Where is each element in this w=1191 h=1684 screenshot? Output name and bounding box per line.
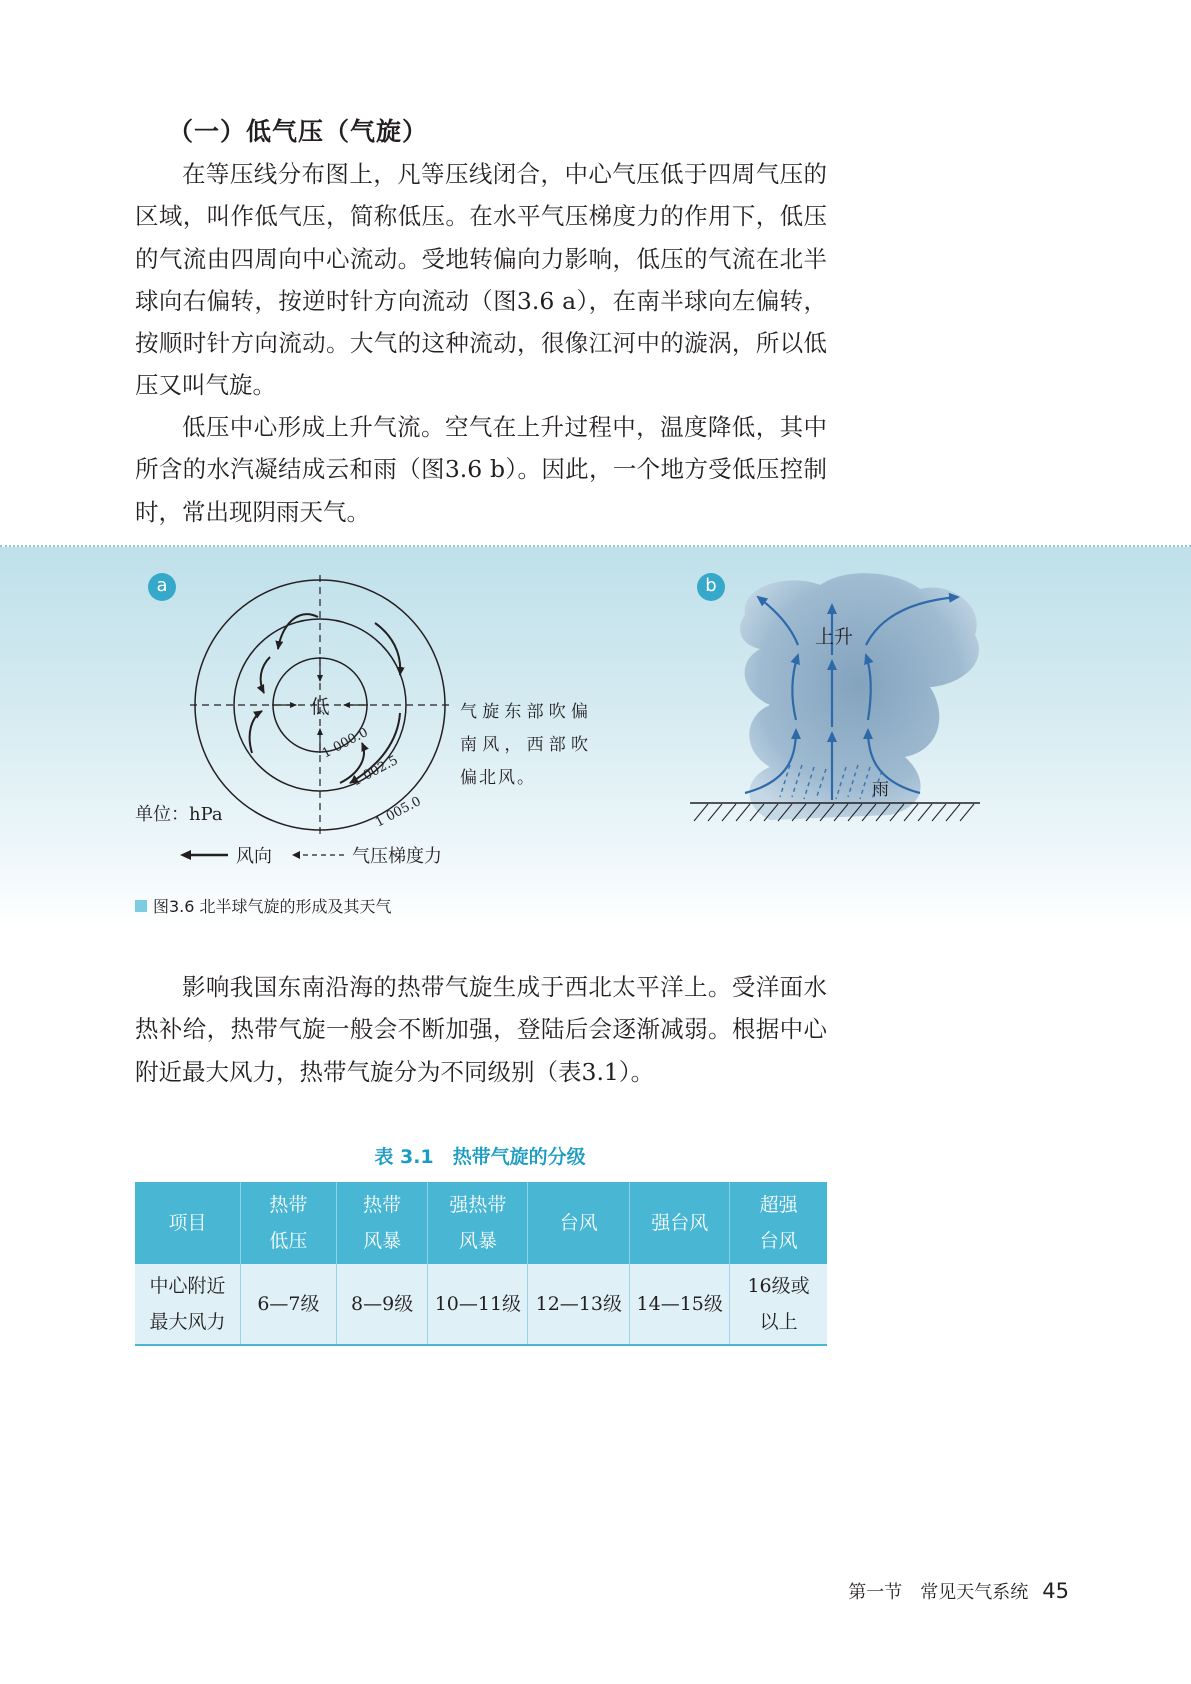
- header-sts: 强热带 风暴: [428, 1182, 528, 1264]
- chapter-label: 第一节 常见天气系统: [848, 1582, 1029, 1603]
- isobar-label-1005: 1 005.0: [372, 793, 424, 831]
- header-ty: 台风: [528, 1182, 630, 1264]
- figure-caption: [135, 894, 392, 917]
- gradient-arrow-icon: [292, 849, 346, 861]
- header-super-ty: 超强 台风: [730, 1182, 827, 1264]
- page-footer: [848, 1578, 1069, 1604]
- header-td: 热带 低压: [241, 1182, 337, 1264]
- cyclone-wind-note: 气旋东部吹偏南风，西部吹偏北风。: [460, 702, 590, 788]
- cell-item: 中心附近 最大风力: [135, 1264, 241, 1345]
- figure-3-6: [0, 545, 1191, 925]
- page-number: 45: [1042, 1579, 1069, 1603]
- header-ts: 热带 风暴: [336, 1182, 428, 1264]
- figure-legend: [180, 843, 462, 867]
- section-title: （一）低气压（气旋）: [168, 117, 429, 146]
- legend-gradient: [292, 842, 442, 868]
- rising-label: 上升: [815, 626, 854, 648]
- caption-marker: [135, 900, 147, 912]
- paragraph-tropical-cyclone: 影响我国东南沿海的热带气旋生成于西北太平洋上。受洋面水热补给，热带气旋一般会不断加强，登陆后会逐渐减弱。根据中心附近最大风力，热带气旋分为不同级别（表3.1）。: [135, 973, 827, 1086]
- cell-ts: 8—9级: [336, 1264, 428, 1345]
- cell-super-ty: 16级或 以上: [730, 1264, 827, 1345]
- table-header-row: [135, 1182, 827, 1264]
- legend-gradient-label: 气压梯度力: [352, 846, 442, 867]
- center-low-label: 低: [310, 696, 330, 718]
- rising-air-diagram: [690, 573, 980, 821]
- unit-label: 单位：hPa: [135, 804, 223, 825]
- cell-ty: 12—13级: [528, 1264, 630, 1345]
- isobar-label-1002: 1 002.5: [349, 752, 401, 790]
- cyclone-grade-table: [135, 1182, 827, 1346]
- wind-arrow-icon: [180, 849, 230, 861]
- cell-td: 6—7级: [241, 1264, 337, 1345]
- header-item: 项目: [135, 1182, 241, 1264]
- table-row: [135, 1264, 827, 1345]
- cell-sts: 10—11级: [428, 1264, 528, 1345]
- cell-sty: 14—15级: [630, 1264, 730, 1345]
- legend-wind: [180, 842, 272, 868]
- figure-badge-a: a: [148, 573, 176, 601]
- legend-wind-label: 风向: [236, 846, 272, 867]
- cyclone-isobar-diagram: [190, 575, 450, 835]
- figure-caption-text: 图3.6 北半球气旋的形成及其天气: [153, 897, 392, 916]
- paragraph-low-pressure: 在等压线分布图上，凡等压线闭合，中心气压低于四周气压的区域，叫作低气压，简称低压。在水平气压梯度力的作用下，低压的气流由四周向中心流动。受地转偏向力影响，低压的气流在北半球向右偏转，按逆时针方向流动（图3.6 a），在南半球向左偏转，按顺时针方向流动。大气的这种流动，很像江河中的漩涡，所以低压又叫气旋。: [135, 160, 827, 400]
- rain-label: 雨: [872, 780, 889, 800]
- header-sty: 强台风: [630, 1182, 730, 1264]
- table-title: 表 3.1 热带气旋的分级: [374, 1146, 586, 1168]
- figure-badge-b: b: [697, 573, 725, 601]
- isobar-label-1000: 1 000.0: [319, 724, 371, 762]
- paragraph-rising-air: 低压中心形成上升气流。空气在上升过程中，温度降低，其中所含的水汽凝结成云和雨（图3.6 b）。因此，一个地方受低压控制时，常出现阴雨天气。: [135, 413, 827, 526]
